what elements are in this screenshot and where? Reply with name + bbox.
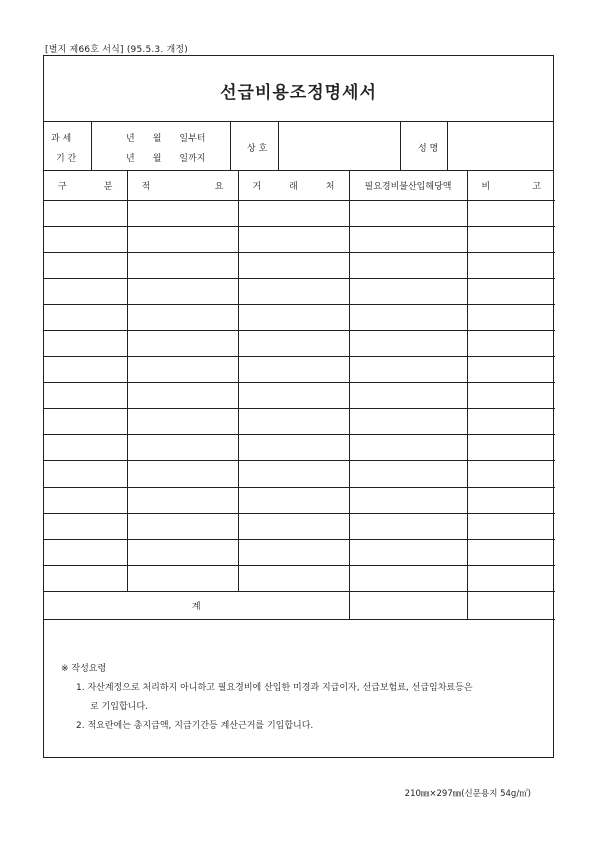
table-cell[interactable] [44,330,127,356]
table-cell[interactable] [349,200,467,226]
table-row [44,200,555,226]
total-row [44,591,555,619]
table-row [44,383,555,409]
table-cell[interactable] [467,200,555,226]
table-cell[interactable] [127,461,238,487]
table-cell[interactable] [467,513,555,539]
table-cell[interactable] [349,330,467,356]
table-row [44,487,555,513]
table-row [44,539,555,565]
paper-spec: 210㎜×297㎜(신문용지 54g/㎡) [404,789,531,799]
table-row [44,461,555,487]
table-cell[interactable] [467,435,555,461]
table-cell[interactable] [238,200,349,226]
header-category [44,171,127,200]
table-cell[interactable] [467,461,555,487]
table-row [44,435,555,461]
table-cell[interactable] [44,383,127,409]
table-cell[interactable] [349,409,467,435]
table-cell[interactable] [127,487,238,513]
table-row [44,409,555,435]
header-non-deductible: 필요경비불산입해당액 [349,171,467,200]
table-cell[interactable] [238,435,349,461]
table-cell[interactable] [467,226,555,252]
table-cell[interactable] [349,357,467,383]
table-row [44,278,555,304]
company-label: 상 호 [247,144,268,154]
total-remark-field[interactable] [467,591,555,619]
instructions-heading: ※ 작성요령 [61,664,107,674]
table-cell[interactable] [127,304,238,330]
table-cell[interactable] [238,252,349,278]
table-cell[interactable] [127,252,238,278]
table-cell[interactable] [44,200,127,226]
table-cell[interactable] [127,539,238,565]
table-cell[interactable] [349,539,467,565]
title-row [44,56,553,122]
divider [278,122,279,170]
table-cell[interactable] [467,487,555,513]
divider [400,122,401,170]
table-cell[interactable] [238,357,349,383]
table-cell[interactable] [467,565,555,591]
table-cell[interactable] [44,565,127,591]
table-cell[interactable] [238,330,349,356]
table-cell[interactable] [349,278,467,304]
header-description-label: 적 요 [141,181,224,192]
table-cell[interactable] [44,409,127,435]
form-title: 선급비용조정명세서 [220,83,377,103]
table-cell[interactable] [349,565,467,591]
table-cell[interactable] [44,435,127,461]
table-cell[interactable] [127,357,238,383]
total-amount-field[interactable] [349,591,467,619]
table-cell[interactable] [349,461,467,487]
header-category-label: 구 분 [58,181,113,192]
table-cell[interactable] [238,565,349,591]
prepaid-expense-table [44,171,555,620]
name-label: 성 명 [418,144,439,154]
table-cell[interactable] [127,330,238,356]
table-cell[interactable] [467,539,555,565]
table-cell[interactable] [127,278,238,304]
instructions [61,660,473,736]
table-cell[interactable] [127,200,238,226]
table-cell[interactable] [238,461,349,487]
table-cell[interactable] [238,513,349,539]
table-cell[interactable] [44,226,127,252]
table-cell[interactable] [349,513,467,539]
table-cell[interactable] [467,357,555,383]
divider [91,122,92,170]
header-remarks-label: 비 고 [481,181,541,192]
form-frame [43,55,554,758]
table-cell[interactable] [44,513,127,539]
table-cell[interactable] [44,487,127,513]
table-cell[interactable] [467,278,555,304]
table-cell[interactable] [349,252,467,278]
table-cell[interactable] [44,304,127,330]
table-header-row [44,171,555,200]
period-label-2: 기 간 [56,154,77,164]
table-cell[interactable] [238,226,349,252]
table-cell[interactable] [467,409,555,435]
table-cell[interactable] [44,278,127,304]
instruction-item-2: 2. 적요란에는 총지급액, 지급기간등 계산근거를 기입합니다. [76,721,314,731]
table-cell[interactable] [127,513,238,539]
table-cell[interactable] [467,304,555,330]
table-cell[interactable] [349,487,467,513]
taxation-info-row [44,122,553,171]
table-cell[interactable] [467,383,555,409]
table-cell[interactable] [238,304,349,330]
total-label: 계 [44,591,349,619]
table-cell[interactable] [238,278,349,304]
header-remarks [467,171,555,200]
table-cell[interactable] [238,539,349,565]
divider [230,122,231,170]
table-cell[interactable] [467,252,555,278]
table-cell[interactable] [127,565,238,591]
header-counterparty [238,171,349,200]
table-cell[interactable] [44,252,127,278]
header-counterparty-label: 거 래 처 [252,181,335,192]
table-row [44,252,555,278]
table-cell[interactable] [44,357,127,383]
period-to[interactable]: 년 월 일까지 [126,154,206,164]
table-cell[interactable] [127,435,238,461]
form-reference: [별지 제66호 서식] (95.5.3. 개정) [45,45,188,55]
table-cell[interactable] [349,226,467,252]
table-cell[interactable] [127,226,238,252]
period-label-1: 과 세 [51,134,72,144]
table-cell[interactable] [127,383,238,409]
table-row [44,565,555,591]
table-cell[interactable] [467,330,555,356]
instruction-item-1: 1. 자산계정으로 처리하지 아니하고 필요경비에 산입한 미경과 지급이자, 선급보험료, 선급임차료등은 [76,683,473,693]
table-cell[interactable] [44,539,127,565]
table-row [44,226,555,252]
table-cell[interactable] [127,409,238,435]
header-description [127,171,238,200]
table-row [44,330,555,356]
table-cell[interactable] [44,461,127,487]
table-row [44,357,555,383]
table-cell[interactable] [238,383,349,409]
table-cell[interactable] [349,435,467,461]
period-from[interactable]: 년 월 일부터 [126,134,206,144]
table-cell[interactable] [349,383,467,409]
table-cell[interactable] [349,304,467,330]
divider [447,122,448,170]
table-row [44,304,555,330]
instruction-item-1-cont: 로 기입합니다. [90,702,148,712]
table-cell[interactable] [238,487,349,513]
table-cell[interactable] [238,409,349,435]
table-row [44,513,555,539]
